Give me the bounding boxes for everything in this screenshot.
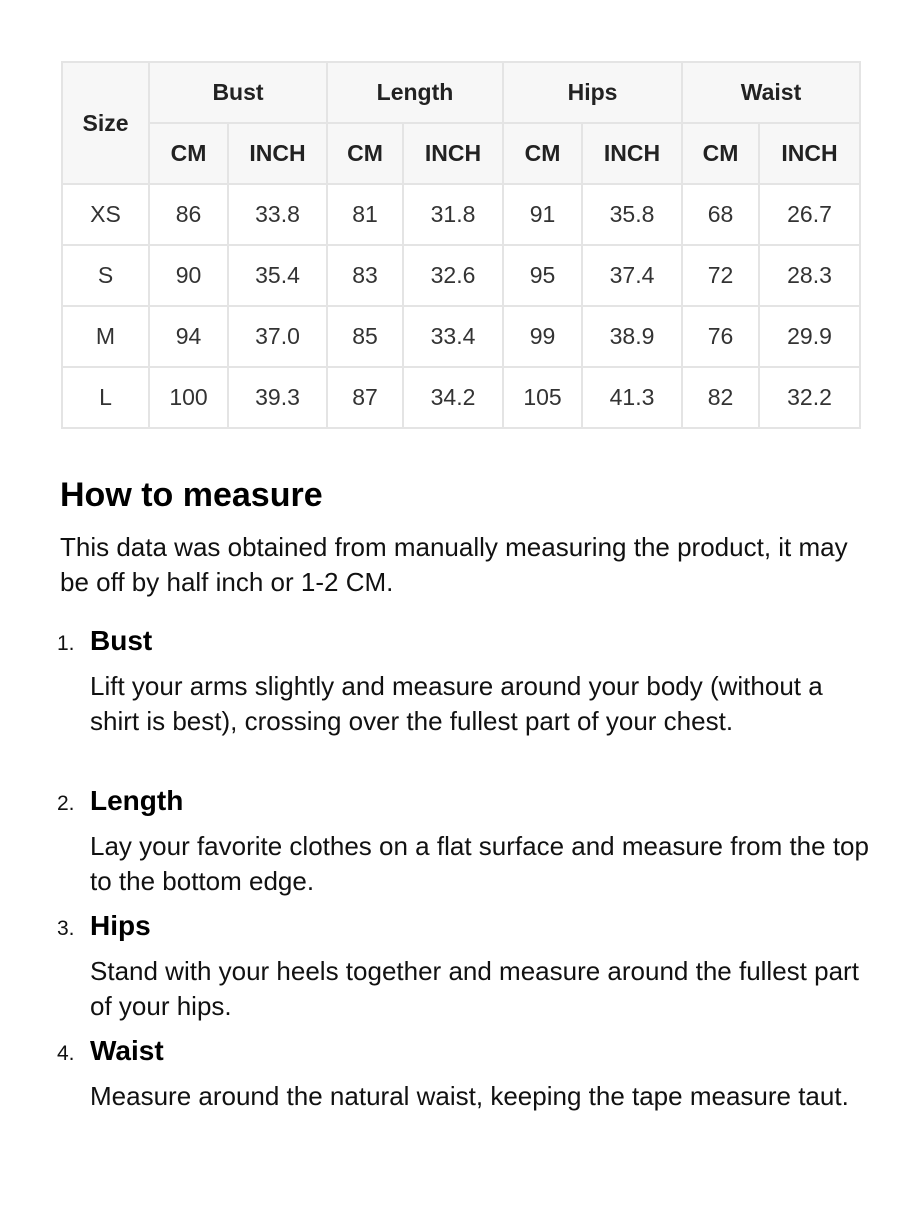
table-cell: 33.4 [403, 306, 503, 367]
table-row [62, 184, 860, 245]
table-cell: 94 [149, 306, 228, 367]
how-to-measure-heading: How to measure [60, 476, 323, 514]
table-cell: 86 [149, 184, 228, 245]
table-cell: 72 [682, 245, 759, 306]
step-number: 3. [57, 917, 75, 940]
step-description: Stand with your heels together and measure around the fullest part of your hips. [90, 956, 859, 1021]
table-cell: 31.8 [403, 184, 503, 245]
table-cell: 99 [503, 306, 582, 367]
unit-header-inch: INCH [228, 123, 327, 184]
table-cell: 68 [682, 184, 759, 245]
unit-header-cm: CM [149, 123, 228, 184]
table-cell: 34.2 [403, 367, 503, 428]
group-header-bust: Bust [149, 62, 327, 123]
table-cell: 32.6 [403, 245, 503, 306]
table-cell: 39.3 [228, 367, 327, 428]
size-cell: L [62, 367, 149, 428]
table-cell: 38.9 [582, 306, 682, 367]
unit-header-cm: CM [327, 123, 403, 184]
table-cell: 35.8 [582, 184, 682, 245]
step-title: Bust [90, 625, 153, 656]
group-header-waist: Waist [682, 62, 860, 123]
table-cell: 82 [682, 367, 759, 428]
table-cell: 33.8 [228, 184, 327, 245]
table-cell: 29.9 [759, 306, 860, 367]
size-column-header: Size [62, 62, 149, 184]
table-cell: 76 [682, 306, 759, 367]
table-cell: 95 [503, 245, 582, 306]
table-cell: 90 [149, 245, 228, 306]
table-cell: 85 [327, 306, 403, 367]
unit-header-cm: CM [503, 123, 582, 184]
unit-header-inch: INCH [582, 123, 682, 184]
unit-header-inch: INCH [759, 123, 860, 184]
step-number: 4. [57, 1042, 75, 1065]
table-cell: 83 [327, 245, 403, 306]
table-cell: 37.4 [582, 245, 682, 306]
step-description: Lift your arms slightly and measure around your body (without a shirt is best), crossing over the fullest part of your chest. [90, 671, 823, 736]
table-row [62, 306, 860, 367]
step-number: 2. [57, 792, 75, 815]
table-cell: 105 [503, 367, 582, 428]
table-row [62, 245, 860, 306]
table-cell: 41.3 [582, 367, 682, 428]
table-unit-row [62, 123, 860, 184]
table-cell: 81 [327, 184, 403, 245]
step-description: Measure around the natural waist, keeping the tape measure taut. [90, 1081, 849, 1111]
step-title: Length [90, 785, 184, 816]
table-cell: 26.7 [759, 184, 860, 245]
size-cell: S [62, 245, 149, 306]
table-header-row [62, 62, 860, 123]
table-cell: 35.4 [228, 245, 327, 306]
table-row [62, 367, 860, 428]
unit-header-cm: CM [682, 123, 759, 184]
table-cell: 32.2 [759, 367, 860, 428]
step-title: Waist [90, 1035, 164, 1066]
step-description: Lay your favorite clothes on a flat surface and measure from the top to the bottom edge. [90, 831, 869, 896]
table-cell: 100 [149, 367, 228, 428]
table-cell: 28.3 [759, 245, 860, 306]
measurement-note: This data was obtained from manually measuring the product, it may be off by half inch or 1-2 CM. [60, 532, 848, 597]
table-cell: 37.0 [228, 306, 327, 367]
size-cell: M [62, 306, 149, 367]
size-chart-table [61, 61, 861, 429]
table-cell: 87 [327, 367, 403, 428]
step-number: 1. [57, 632, 75, 655]
size-cell: XS [62, 184, 149, 245]
table-cell: 91 [503, 184, 582, 245]
group-header-hips: Hips [503, 62, 682, 123]
unit-header-inch: INCH [403, 123, 503, 184]
group-header-length: Length [327, 62, 503, 123]
step-title: Hips [90, 910, 151, 941]
